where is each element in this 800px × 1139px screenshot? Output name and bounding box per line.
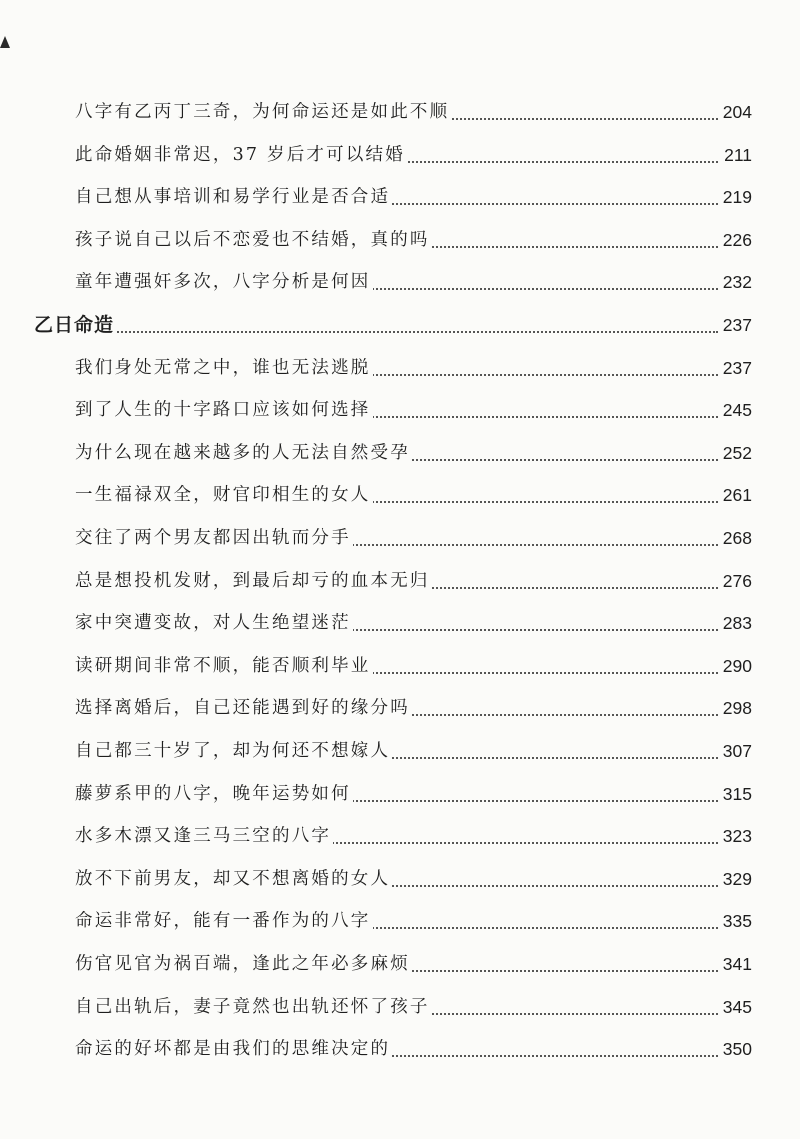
toc-entry bbox=[0, 179, 800, 219]
toc-entry-page-number: 268 bbox=[722, 528, 752, 548]
toc-entry-title: 到了人生的十字路口应该如何选择 bbox=[75, 400, 371, 421]
toc-entry bbox=[0, 776, 800, 816]
toc-entry bbox=[0, 222, 800, 262]
toc-entry-title: 八字有乙丙丁三奇，为何命运还是如此不顺 bbox=[75, 102, 450, 122]
toc-entry-title: 此命婚姻非常迟，37 岁后才可以结婚 bbox=[75, 144, 405, 165]
toc-entry bbox=[0, 264, 800, 304]
toc-entry-page-number: 298 bbox=[722, 698, 752, 719]
toc-entry-page-number: 276 bbox=[722, 570, 752, 591]
toc-entry-title: 伤官见官为祸百端，逢此之年必多麻烦 bbox=[75, 954, 410, 974]
toc-entry-title: 总是想投机发财，到最后却亏的血本无归 bbox=[75, 570, 430, 591]
toc-entry-page-number: 307 bbox=[722, 741, 752, 761]
toc-entry bbox=[0, 903, 800, 943]
toc-entry bbox=[0, 605, 800, 645]
toc-entry-title: 选择离婚后，自己还能遇到好的缘分吗 bbox=[75, 698, 410, 719]
toc-entry-page-number: 350 bbox=[722, 1039, 752, 1060]
toc-entry bbox=[0, 733, 800, 773]
toc-entry bbox=[0, 1031, 800, 1071]
toc-leader-dots bbox=[34, 331, 718, 333]
toc-entry bbox=[0, 861, 800, 901]
toc-entry-title: 家中突遭变故，对人生绝望迷茫 bbox=[75, 613, 351, 634]
toc-entry-page-number: 245 bbox=[722, 400, 752, 421]
toc-entry bbox=[0, 477, 800, 517]
toc-entry-page-number: 252 bbox=[722, 442, 752, 463]
toc-entry-page-number: 335 bbox=[722, 911, 752, 932]
toc-entry-page-number: 329 bbox=[722, 868, 752, 889]
toc-entry-title: 一生福禄双全，财官印相生的女人 bbox=[75, 485, 371, 506]
toc-entry-page-number: 232 bbox=[722, 272, 752, 293]
toc-entry-page-number: 237 bbox=[722, 357, 752, 378]
toc-entry-page-number: 211 bbox=[724, 144, 752, 165]
toc-entry-page-number: 315 bbox=[722, 783, 752, 804]
toc-entry-title: 自己想从事培训和易学行业是否合适 bbox=[75, 187, 391, 208]
toc-section-heading bbox=[0, 307, 800, 347]
toc-entry-title: 自己都三十岁了，却为何还不想嫁人 bbox=[75, 741, 391, 761]
toc-entry bbox=[0, 989, 800, 1029]
toc-entry-page-number: 204 bbox=[722, 102, 752, 122]
toc-entry-page-number: 341 bbox=[722, 954, 752, 974]
toc-entry-page-number: 219 bbox=[722, 187, 752, 208]
toc-entry bbox=[0, 946, 800, 986]
toc-entry-title: 读研期间非常不顺，能否顺利毕业 bbox=[75, 655, 371, 676]
toc-entry bbox=[0, 137, 800, 177]
toc-entry-title: 藤萝系甲的八字，晚年运势如何 bbox=[75, 783, 351, 804]
toc-entry-title: 童年遭强奸多次，八字分析是何因 bbox=[75, 272, 371, 293]
toc-entry-title: 孩子说自己以后不恋爱也不结婚，真的吗 bbox=[75, 229, 430, 250]
toc-entry-page-number: 283 bbox=[722, 613, 752, 634]
toc-entry-page-number: 261 bbox=[722, 485, 752, 506]
toc-entry bbox=[0, 563, 800, 603]
page-edge-mark bbox=[0, 36, 10, 48]
toc-entry bbox=[0, 435, 800, 475]
toc-entry-title: 命运的好坏都是由我们的思维决定的 bbox=[75, 1039, 391, 1060]
toc-entry-title: 为什么现在越来越多的人无法自然受孕 bbox=[75, 442, 410, 463]
toc-entry bbox=[0, 818, 800, 858]
toc-entry bbox=[0, 350, 800, 390]
toc-entry-title: 乙日命造 bbox=[34, 314, 115, 336]
toc-entry-title: 水多木漂又逢三马三空的八字 bbox=[75, 826, 332, 847]
toc-entry-page-number: 345 bbox=[722, 996, 752, 1017]
toc-entry bbox=[0, 690, 800, 730]
toc-entry bbox=[0, 520, 800, 560]
toc-entry-page-number: 237 bbox=[722, 315, 752, 335]
toc-entry-page-number: 290 bbox=[722, 655, 752, 676]
toc-entry-title: 放不下前男友，却又不想离婚的女人 bbox=[75, 868, 391, 889]
toc-entry-title: 命运非常好，能有一番作为的八字 bbox=[75, 911, 371, 932]
toc-entry-title: 交往了两个男友都因出轨而分手 bbox=[75, 528, 351, 548]
toc-entry bbox=[0, 392, 800, 432]
toc-entry bbox=[0, 94, 800, 134]
toc-entry-title: 我们身处无常之中，谁也无法逃脱 bbox=[75, 357, 371, 378]
toc-entry-title: 自己出轨后，妻子竟然也出轨还怀了孩子 bbox=[75, 996, 430, 1017]
toc-entry-page-number: 323 bbox=[722, 826, 752, 847]
toc-entry-page-number: 226 bbox=[722, 229, 752, 250]
toc-entry bbox=[0, 648, 800, 688]
